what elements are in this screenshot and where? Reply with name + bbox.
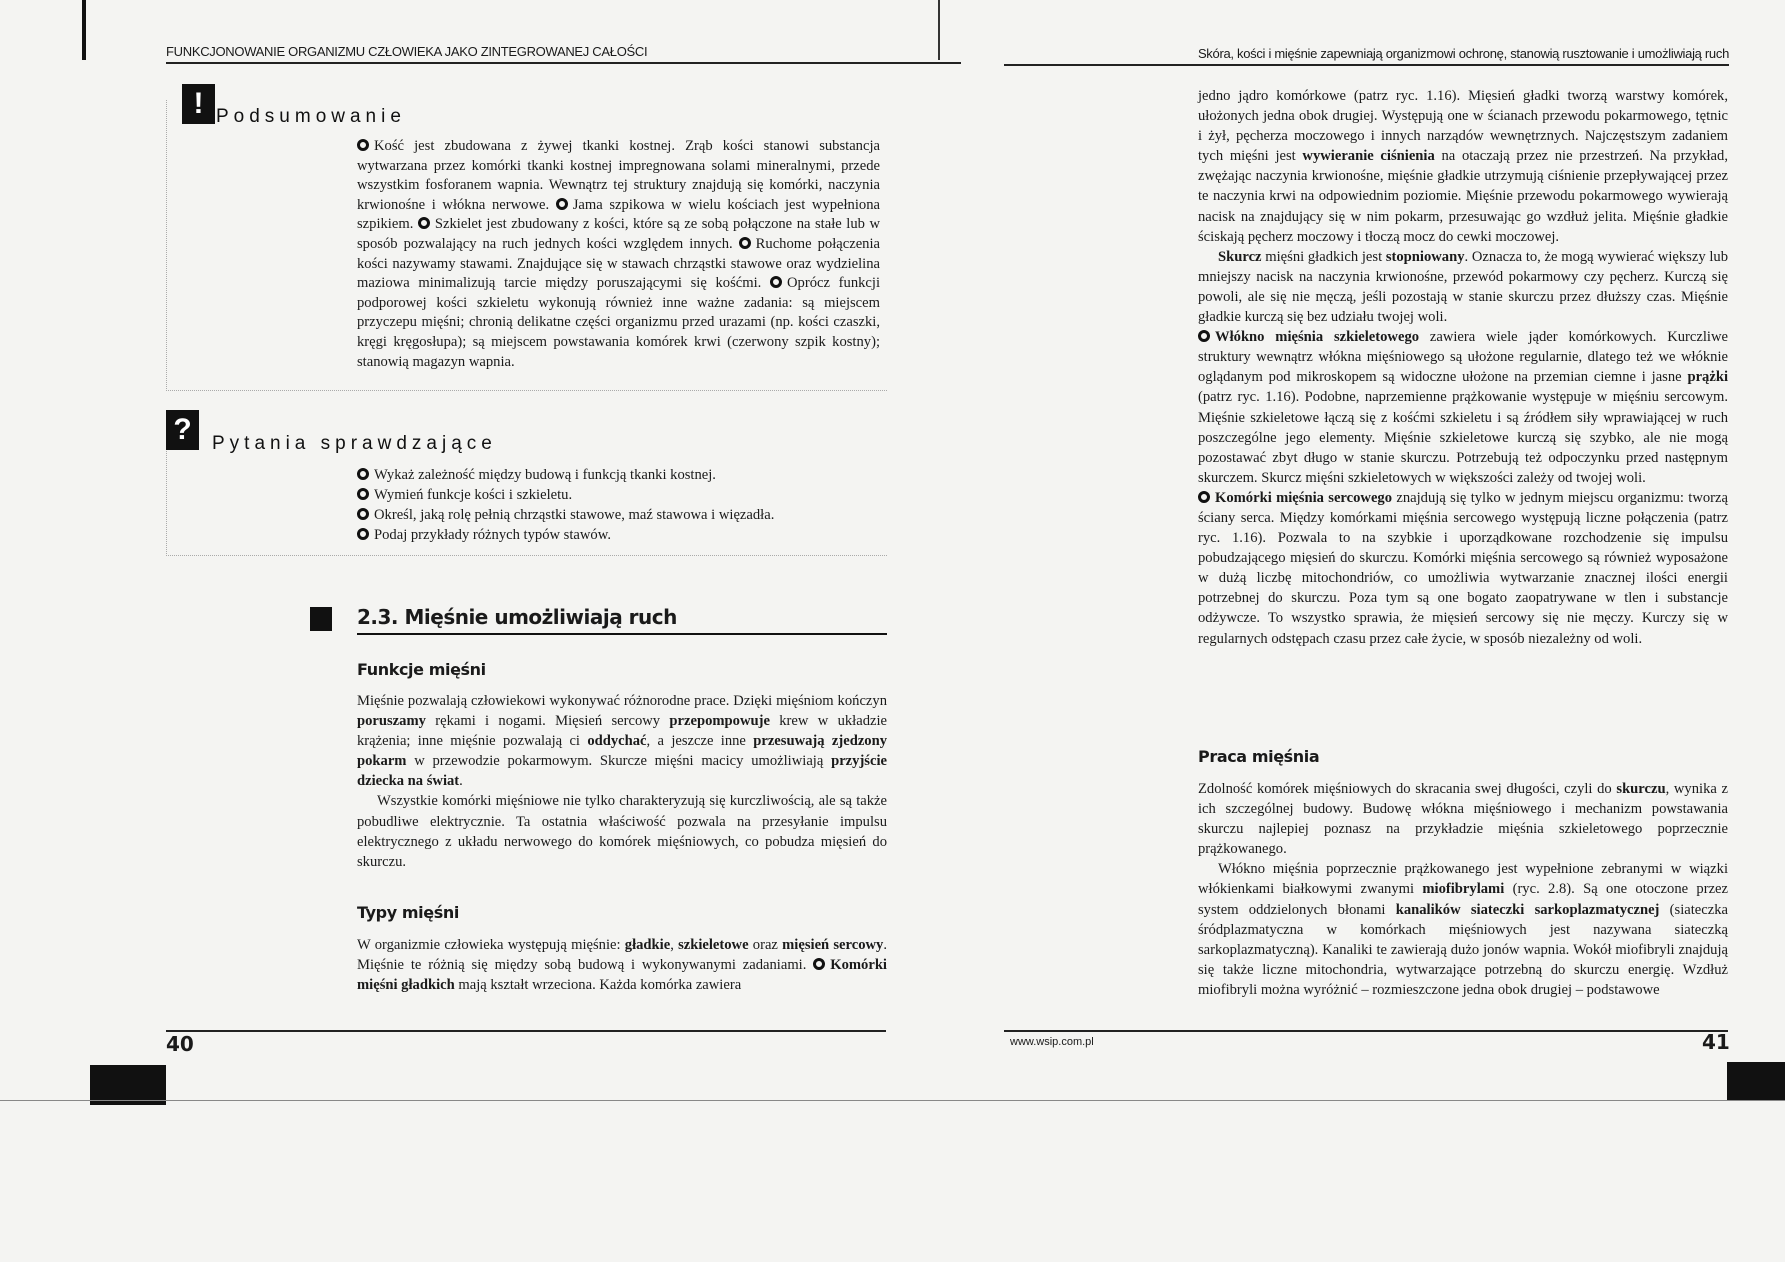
right-running-head: Skóra, kości i mięśnie zapewniają organizmowi ochronę, stanowią rusztowanie i umożliwiają ruch <box>1004 46 1729 66</box>
paragraph: Włókno mięśnia poprzecznie prążkowanego jest wypełnione zebranymi w wiązki włókienkami białkowymi zwanymi miofibrylami (ryc. 2.8). Są one otoczone przez system oddzielonych błonami kanalików siateczki sarkoplazmatycznej (siateczka śródplazmatyczna w komórkach mięśniowych jest nazywana siateczką sarkoplazmatyczną). Kanaliki te zawierają dużo jonów wapnia. Wokół miofibryli znajdują się także liczne mitochondria, wytwarzające potrzebną do skurczu energię. Wzdłuż miofibryli można wyróżnić – rozmieszczone jedna obok drugiej – podstawowe <box>1198 861 1728 998</box>
paragraph: Włókno mięśnia szkieletowego zawiera wiele jąder komórkowych. Kurczliwe struktury wewnątrz włókna mięśniowego są ułożone regularnie, dlatego też we włóknie oglądanym pod mikroskopem są widoczne ułożone na przemian ciemne i jasne prążki (patrz ryc. 1.16). Podobne, naprzemienne prążkowanie występuje w mięśniu sercowym. Mięśnie szkieletowe łączą się z kośćmi szkieletu i są źródłem siły wprawiającej w ruch poszczególne jego elementy. Mięśnie szkieletowe kurczą się szybko, ale nie mogą pozostawać zbyt długo w stanie skurczu. Potrzebują też odpoczynku przed następnym skurczem. Skurcz mięśni szkieletowych w większości zależy od twojej woli. <box>1198 329 1728 486</box>
left-footer-rule <box>166 1030 886 1032</box>
bullet-icon <box>357 488 369 500</box>
bullet-icon <box>418 217 430 229</box>
questions-title: Pytania sprawdzające <box>212 433 497 454</box>
scan-edge-right-bottom <box>1727 1062 1785 1100</box>
list-item: Wykaż zależność między budową i funkcją tkanki kostnej. <box>357 465 877 485</box>
bottom-scan-line <box>0 1100 1785 1101</box>
paragraph: Komórki mięśnia sercowego znajdują się tylko w jednym miejscu organizmu: tworzą ściany serca. Między komórkami mięśnia sercowego występują liczne połączenia (patrz ryc. 1.16). Pozwala to na szybkie i uporządkowane rozchodzenie się impulsu pobudzającego mięsień do skurczu. Komórki mięśnia sercowego są również wyposażone w dużą liczbę mitochondriów, co umożliwia wytwarzanie znacznej ilości energii potrzebnej do skurczu. Poza tym są one bogato zaopatrywane w tlen i substancje odżywcze. To wszystko sprawia, że mięsień sercowy się nie męczy. Kurczy się w regularnych odstępach czasu przez całe życie, w sposób niezależny od woli. <box>1198 489 1728 647</box>
right-column-text-2 <box>1198 779 1728 1000</box>
left-folio: 40 <box>166 1032 194 1056</box>
scan-edge-left-top <box>82 0 86 60</box>
paragraph: Zdolność komórek mięśniowych do skracania swej długości, czyli do skurczu, wynika z ich szczególnej budowy. Budowę włókna mięśniowego i mechanizm powstawania skurczu najlepiej poznasz na przykładzie mięśnia szkieletowego poprzecznie prążkowanego. <box>1198 781 1728 858</box>
summary-text: Kość jest zbudowana z żywej tkanki kostnej. Zrąb kości stanowi substancja wytwarzana przez komórki tkanki kostnej impregnowana solami mineralnymi, przede wszystkim fosforanem wapnia. Wewnątrz tej struktury znajdują się komórki, naczynia krwionośne i włókna nerwowe. Jama szpikowa w wielu kościach jest wypełniona szpikiem. Szkielet jest zbudowany z kości, które są ze sobą połączone na stałe lub w sposób pozwalający na ruch jednych kości względem innych. Ruchome połączenia kości nazywamy stawami. Znajdujące się w stawach chrząstki stawowe oraz wydzielina maziowa minimalizują tarcie między poruszającymi się kośćmi. Oprócz funkcji podporowej kości szkieletu wykonują również inne ważne zadania: są miejscem przyczepu mięśni; chronią delikatne części organizmu przed urazami (np. kości czaszki, kręgi kręgosłupa); są miejscem powstawania komórek krwi (czerwony szpik kostny); stanowią magazyn wapnia. <box>357 138 881 370</box>
bullet-icon <box>770 276 782 288</box>
list-item: Podaj przykłady różnych typów stawów. <box>357 525 877 545</box>
paragraph: jedno jądro komórkowe (patrz ryc. 1.16). Mięsień gładki tworzą warstwy komórek, ułożonych jedna obok drugiej. Występują one w ścianach przewodu pokarmowego, tętnic i żył, pęcherza moczowego i innych narządów wewnętrznych. Najczęstszym zadaniem tych mięśni jest wywieranie ciśnienia na otaczają przez nie przestrzeń. Na przykład, zwężając naczynia krwionośne, mięśnie gładkie utrzymują ciśnienie przepływającej przez te naczynia krwi na odpowiednim poziomie. Mięśnie przewodu pokarmowego wywierają nacisk na znajdujący się w nim pokarm, przesuwając go wzdłuż jelita. Mięśnie gładkie ściskają pęcherz moczowy i tłoczą mocz do cewki moczowej. <box>1198 88 1728 245</box>
summary-title: Podsumowanie <box>216 106 406 127</box>
footer-url: www.wsip.com.pl <box>1010 1036 1094 1048</box>
paragraph: Wszystkie komórki mięśniowe nie tylko charakteryzują się kurczliwością, ale są także pobudliwe elektrycznie. Ta ostatnia właściwość pozwala na przesyłanie impulsu elektrycznego z układu nerwowego do komórek mięśniowych, co pobudza mięsień do skurczu. <box>357 793 887 870</box>
section-title: 2.3. Mięśnie umożliwiają ruch <box>357 605 887 635</box>
paragraph: Mięśnie pozwalają człowiekowi wykonywać różnorodne prace. Dzięki mięśniom kończyn poruszamy rękami i nogami. Mięsień sercowy przepompowuje krew w układzie krążenia; inne mięśnie pozwalają ci oddychać, a jeszcze inne przesuwają zjedzony pokarm w przewodzie pokarmowym. Skurcze mięśni macicy umożliwiają przyjście dziecka na świat. <box>357 693 888 790</box>
bullet-icon <box>357 528 369 540</box>
section-marker-icon <box>310 607 332 631</box>
bullet-icon <box>357 139 369 151</box>
left-column-text-2 <box>357 935 887 995</box>
right-column-text-1 <box>1198 86 1728 649</box>
scan-edge-left-bottom <box>90 1065 166 1105</box>
questions-flag-icon: ? <box>166 410 199 450</box>
left-column-text-1 <box>357 691 887 872</box>
left-running-head: FUNKCJONOWANIE ORGANIZMU CZŁOWIEKA JAKO ZINTEGROWANEJ CAŁOŚCI <box>166 44 961 64</box>
list-item: Określ, jaką rolę pełnią chrząstki stawowe, maź stawowa i więzadła. <box>357 505 877 525</box>
paragraph: W organizmie człowieka występują mięśnie: gładkie, szkieletowe oraz mięsień sercowy. Mięśnie te różnią się między sobą budową i wykonywanymi zadaniami. Komórki mięśni gładkich mają kształt wrzeciona. Każda komórka zawiera <box>357 937 888 994</box>
subhead-typy: Typy mięśni <box>357 903 459 922</box>
paragraph: Skurcz mięśni gładkich jest stopniowany. Oznacza to, że mogą wywierać większy lub mniejszy nacisk na naczynia krwionośne, przewód pokarmowy czy pęcherz. Kurczą się powoli, ale się nie męczą, jeśli pozostają w stanie skurczu przez dłuższy czas. Mięśnie gładkie kurczą się bez udziału twojej woli. <box>1198 248 1728 326</box>
list-item: Wymień funkcje kości i szkieletu. <box>357 485 877 505</box>
subhead-praca: Praca mięśnia <box>1198 747 1320 766</box>
questions-list <box>357 465 877 545</box>
bullet-icon <box>357 508 369 520</box>
right-footer-rule <box>1004 1030 1728 1032</box>
subhead-funkcje: Funkcje mięśni <box>357 660 486 679</box>
bullet-icon <box>556 198 568 210</box>
right-folio: 41 <box>1702 1030 1730 1054</box>
bullet-icon <box>739 237 751 249</box>
bullet-icon <box>357 468 369 480</box>
summary-flag-icon: ! <box>182 84 215 124</box>
